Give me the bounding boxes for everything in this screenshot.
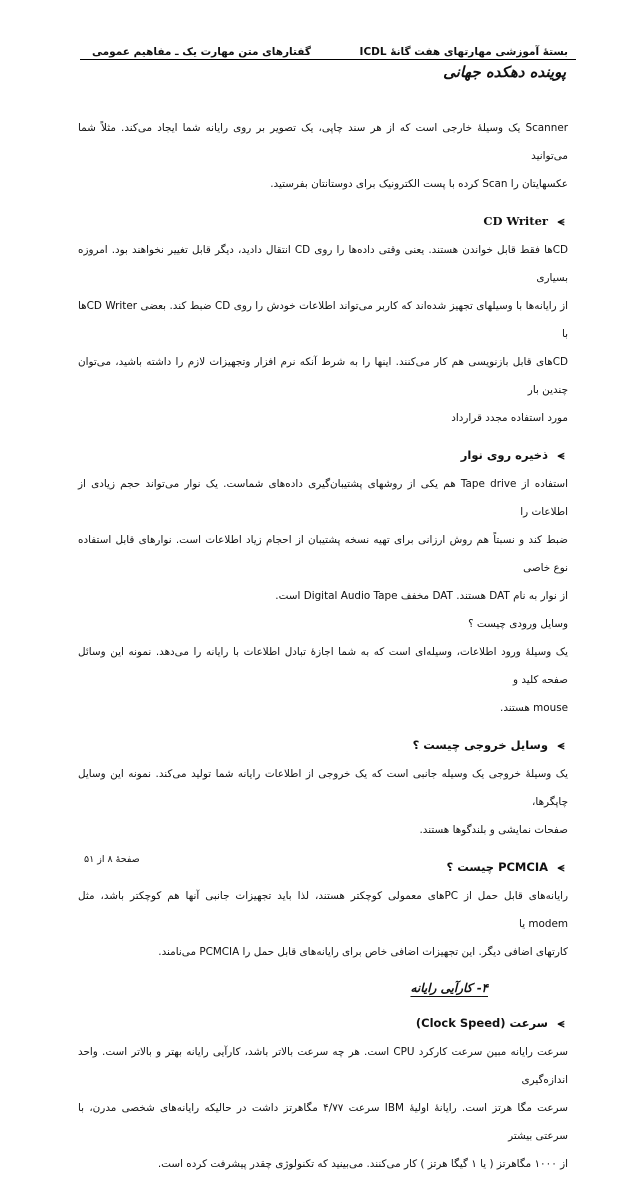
chapter-title: پوینده دهکده جهانی	[443, 63, 566, 81]
body-text	[78, 114, 568, 1178]
paragraph-line: از نوار به نام DAT هستند. DAT مخفف Digital Audio Tape است.	[275, 590, 568, 602]
page-number: صفحهٔ ۸ از ۵۱	[84, 854, 140, 865]
heading-text: ذخیره روی نوار	[460, 448, 548, 462]
paragraph-line: mouse هستند.	[500, 702, 568, 714]
section-heading-cd-writer	[78, 208, 568, 234]
paragraph-line: یک وسیلهٔ ورود اطلاعات، وسیله‌ای است که به شما اجازهٔ تبادل اطلاعات با رایانه را می‌دهد. نمونه این وسائل صفحه کلید و	[78, 646, 568, 686]
paragraph-line: وسایل ورودی چیست ؟	[468, 618, 568, 630]
paragraph-line: کارتهای اضافی دیگر. این تجهیزات اضافی خاص برای رایانه‌های قابل حمل را PCMCIA می‌نامند.	[158, 946, 568, 958]
header-divider	[80, 59, 576, 60]
paragraph-line: عکسهایتان را Scan کرده با پست الکترونیک برای دوستانتان بفرستید.	[270, 178, 568, 190]
header-course-title: بستهٔ آموزشی مهارتهای هفت گانهٔ ICDL	[359, 46, 568, 58]
heading-text: PCMCIA چیست ؟	[446, 860, 548, 874]
paragraph-line: از رایانه‌ها با وسیلهای تجهیز شده‌اند که کاربر می‌تواند اطلاعات خودش را روی CD ضبط کند. بعضی CD Writerها با	[78, 300, 569, 340]
heading-text: سرعت (Clock Speed)	[415, 1016, 548, 1030]
paragraph-line: CDهای قابل بازنویسی هم کار می‌کنند. اینها را به شرط آنکه نرم افزار وتجهیزات لازم را داشته باشید، می‌توان چندین بار	[78, 356, 568, 396]
paragraph-line: ضبط کند و نسبتاً هم روش ارزانی برای تهیه نسخه پشتیبان از احجام زیاد اطلاعات است. نوارهای قابل استفاده نوع خاصی	[78, 534, 568, 574]
section-heading-output	[78, 732, 568, 758]
section-heading-tape	[78, 442, 568, 468]
paragraph-line: صفحات نمایشی و بلندگوها هستند.	[419, 824, 568, 836]
paragraph-line: رایانه‌های قابل حمل از PCهای معمولی کوچکتر هستند، لذا باید تجهیزات جانبی آنها هم کوچکتر باشد، مثل modem یا	[78, 890, 569, 930]
paragraph-line: مورد استفاده مجدد قرارداد	[451, 412, 568, 424]
section-heading-pcmcia	[78, 854, 568, 880]
arrowhead-left-icon: ⪪	[557, 214, 565, 228]
running-header	[92, 38, 568, 58]
heading-text: CD Writer	[483, 214, 548, 228]
arrowhead-left-icon: ⪪	[557, 1016, 565, 1030]
arrowhead-left-icon: ⪪	[557, 738, 565, 752]
section-heading-clock-speed	[78, 1010, 568, 1036]
section-4-title-text: ۴- کارآیی رایانه	[410, 981, 488, 995]
header-section-title: گفتارهای متن مهارت یک ـ مفاهیم عمومی	[92, 46, 311, 58]
paragraph-line: از ۱۰۰۰ مگاهرتز ( یا ۱ گیگا هرتز ) کار می‌کنند. می‌بینید که تکنولوژی چقدر پیشرفت کرده است.	[157, 1158, 568, 1170]
arrowhead-left-icon: ⪪	[557, 860, 565, 874]
paragraph-line: استفاده از Tape drive هم یکی از روشهای پشتیبان‌گیری داده‌های شماست. یک نوار می‌تواند حجم زیادی از اطلاعات را	[78, 478, 568, 518]
paragraph-line: Scanner یک وسیلهٔ خارجی است که از هر سند چاپی، یک تصویر بر روی رایانه شما ایجاد می‌کند. مثلاً شما می‌توانید	[78, 122, 568, 162]
paragraph-line: CDها فقط قابل خواندن هستند. یعنی وقتی داده‌ها را روی CD انتقال دادید، دیگر قابل تغییر نخواهند بود. امروزه بسیاری	[78, 244, 568, 284]
paragraph-line: سرعت مگا هرتز است. رایانهٔ اولیهٔ IBM سرعت ۴/۷۷ مگاهرتز داشت در حالیکه رایانه‌های شخصی مدرن، با سرعتی بیشتر	[78, 1102, 568, 1142]
paragraph-line: یک وسیلهٔ خروجی یک وسیله جانبی است که یک خروجی از اطلاعات رایانه شما تولید می‌کند. نمونه این وسایل چاپگرها،	[78, 768, 568, 808]
arrowhead-left-icon: ⪪	[557, 448, 565, 462]
heading-text: وسایل خروجی چیست ؟	[412, 738, 548, 752]
section-4-title	[78, 976, 568, 1000]
paragraph-line: سرعت رایانه مبین سرعت کارکرد CPU است. هر چه سرعت بالاتر باشد، کارآیی رایانه بهتر و بالاتر است. واحد اندازه‌گیری	[78, 1046, 568, 1086]
